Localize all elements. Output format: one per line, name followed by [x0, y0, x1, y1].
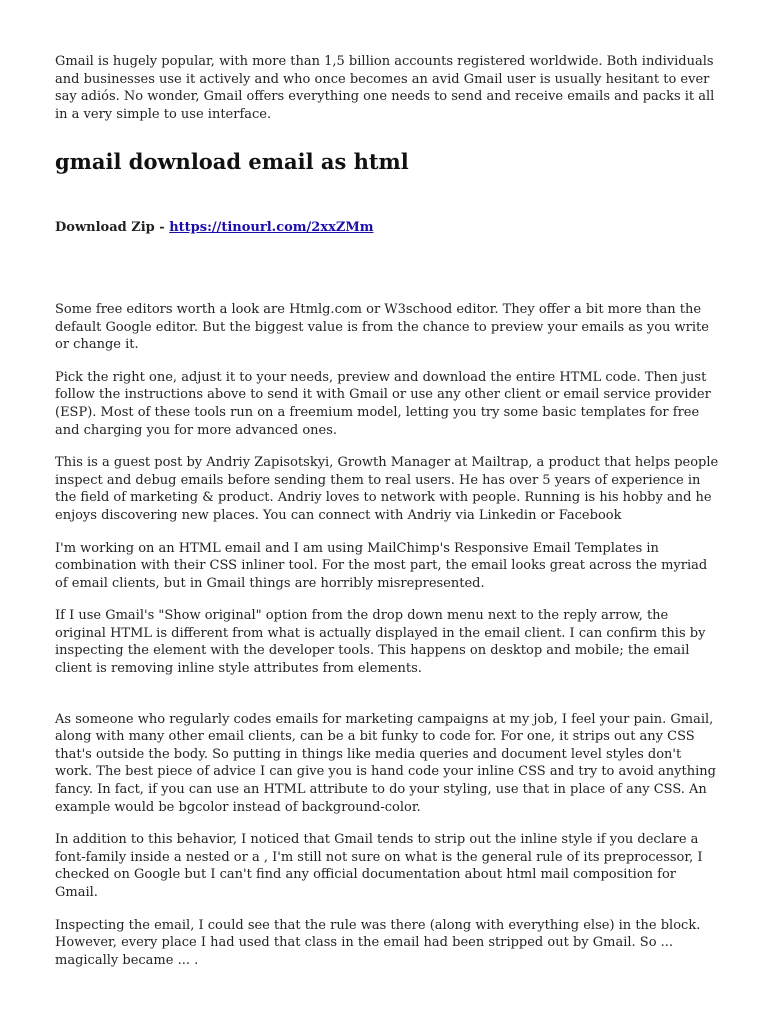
- body-paragraph: Inspecting the email, I could see that the rule was there (along with everything else) in the block. However, every place I had used that class in the email had been stripped out by Gmail. So ... magically became ... .: [55, 917, 701, 968]
- body-paragraph: Some free editors worth a look are Htmlg.com or W3schood editor. They offer a bit more than the default Google editor. But the biggest value is from the chance to preview your emails as you write or change it.: [55, 301, 709, 353]
- intro-paragraph: Gmail is hugely popular, with more than 1,5 billion accounts registered worldwide. Both individuals and businesses use it actively and who once becomes an avid Gmail user is usually hesitant to ever say adiós. No wonder, Gmail offers everything one needs to send and receive emails and packs it all in a very simple to use interface.: [55, 54, 715, 122]
- body-paragraph: In addition to this behavior, I noticed that Gmail tends to strip out the inline style if you declare a font-family inside a nested or a , I'm still not sure on what is the general rule of its preprocessor, I checked on Google but I can't find any official documentation about html mail composition for Gmail.: [55, 832, 703, 900]
- download-link[interactable]: https://tinourl.com/2xxZMm: [169, 220, 374, 236]
- body-paragraph: As someone who regularly codes emails for marketing campaigns at my job, I feel your pain. Gmail, along with many other email clients, can be a bit funky to code for. For one, it strips out any CSS that's outside the body. So putting in things like media queries and document level styles don't work. The best piece of advice I can give you is hand code your inline CSS and try to avoid anything fancy. In fact, if you can use an HTML attribute to do your styling, use that in place of any CSS. An example would be bgcolor instead of background-color.: [55, 711, 716, 815]
- document-page: [55, 53, 721, 969]
- body-paragraph: This is a guest post by Andriy Zapisotskyi, Growth Manager at Mailtrap, a product that helps people inspect and debug emails before sending them to real users. He has over 5 years of experience in the field of marketing & product. Andriy loves to network with people. Running is his hobby and he enjoys discovering new places. You can connect with Andriy via Linkedin or Facebook: [55, 455, 719, 523]
- download-label: Download Zip -: [55, 220, 170, 236]
- body-paragraph: I'm working on an HTML email and I am using MailChimp's Responsive Email Templates in combination with their CSS inliner tool. For the most part, the email looks great across the myriad of email clients, but in Gmail things are horribly misrepresented.: [55, 540, 708, 591]
- body-paragraph: Pick the right one, adjust it to your needs, preview and download the entire HTML code. Then just follow the instructions above to send it with Gmail or use any other client or email service provider (ESP). Most of these tools run on a freemium model, letting you try some basic templates for free and charging you for more advanced ones.: [55, 369, 711, 438]
- download-line: [55, 219, 721, 237]
- body-paragraph: If I use Gmail's "Show original" option from the drop down menu next to the reply arrow, the original HTML is different from what is actually displayed in the email client. I can confirm this by inspecting the element with the developer tools. This happens on desktop and mobile; the email client is removing inline style attributes from elements.: [55, 608, 706, 677]
- page-title: gmail download email as html: [55, 149, 409, 175]
